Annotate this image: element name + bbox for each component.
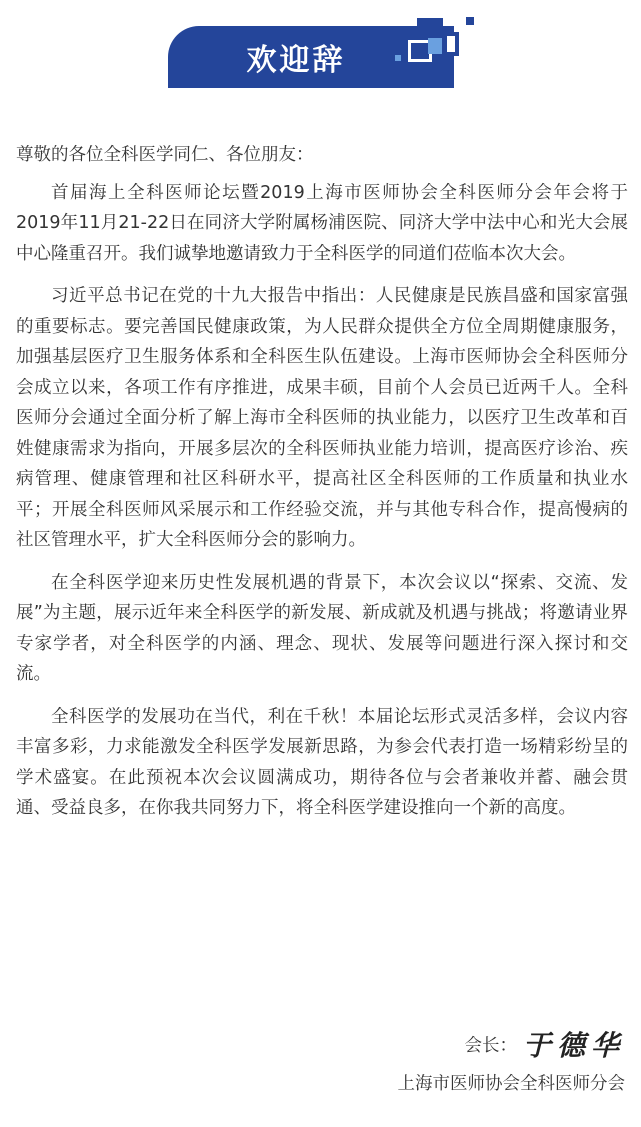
paragraph-theme: 在全科医学迎来历史性发展机遇的背景下，本次会议以“探索、交流、发展”为主题，展示近年来全科医学的新发展、新成就及机遇与挑战；将邀请业界专家学者，对全科医学的内涵、理念、现状、发展等问题进行深入探讨和交流。	[16, 572, 628, 684]
signature-organization: 上海市医师协会全科医师分会	[397, 1074, 625, 1094]
paragraph-intro: 首届海上全科医师论坛暨2019上海市医师协会全科医师分会年会将于2019年11月21-22日在同济大学附属杨浦医院、同济大学中法中心和光大会展中心隆重召开。我们诚挚地邀请致力于全科医学的同道们莅临本次大会。	[16, 182, 628, 264]
signature-line	[398, 1022, 626, 1066]
paragraph-closing: 全科医学的发展功在当代，利在千秋！本届论坛形式灵活多样，会议内容丰富多彩，力求能激发全科医学发展新思路，为参会代表打造一场精彩纷呈的学术盛宴。在此预祝本次会议圆满成功，期待各位与会者兼收并蓄、融会贯通、受益良多，在你我共同努力下，将全科医学建设推向一个新的高度。	[16, 706, 628, 818]
handwritten-signature: 于德华	[522, 1029, 625, 1062]
letter-body	[16, 140, 628, 836]
page-title: 欢迎辞	[246, 43, 346, 78]
paragraph-background: 习近平总书记在党的十九大报告中指出：人民健康是民族昌盛和国家富强的重要标志。要完善国民健康政策，为人民群众提供全方位全周期健康服务，加强基层医疗卫生服务体系和全科医生队伍建设。上海市医师协会全科医师分会成立以来，各项工作有序推进，成果丰硕，目前个人会员已近两千人。全科医师分会通过全面分析了解上海市全科医师的执业能力，以医疗卫生改革和百姓健康需求为指向，开展多层次的全科医师执业能力培训，提高医疗诊治、疾病管理、健康管理和社区科研水平，提高社区全科医师的工作质量和执业水平；开展全科医师风采展示和工作经验交流，并与其他专科合作，提高慢病的社区管理水平，扩大全科医师分会的影响力。	[16, 286, 628, 550]
pixel-squares-icon	[395, 10, 485, 90]
signature-title: 会长：	[464, 1035, 517, 1056]
salutation: 尊敬的各位全科医学同仁、各位朋友：	[16, 145, 314, 165]
signature-block	[398, 1022, 626, 1095]
header	[0, 0, 641, 100]
